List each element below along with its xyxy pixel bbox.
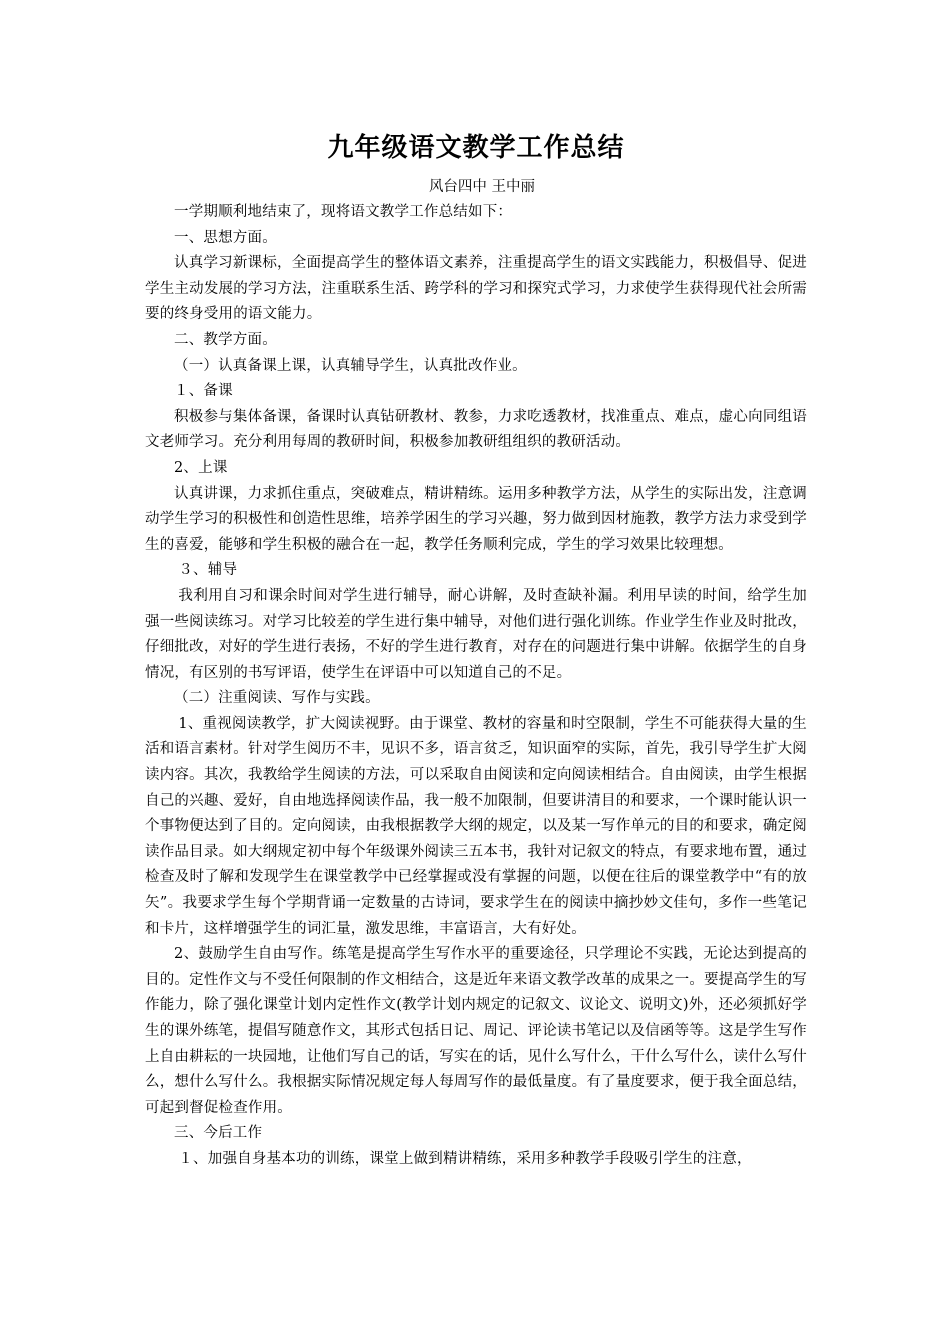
paragraph-writing: 2、鼓励学生自由写作。练笔是提高学生写作水平的重要途径，只学理论不实践，无论达到提高的目的。定性作文与不受任何限制的作文相结合，这是近年来语文教学改革的成果之一。要提高学生的写作能力，除了强化课堂计划内定性作文(教学计划内规定的记叙文、议论文、说明文)外，还必须抓好学生的课外练笔，提倡写随意作文，其形式包括日记、周记、评论读书笔记以及信函等等。这是学生写作上自由耕耘的一块园地，让他们写自己的话，写实在的话，见什么写什么，干什么写什么，读什么写什么，想什么写什么。我根据实际情况规定每人每周写作的最低量度。有了量度要求，便于我全面总结，可起到督促检查作用。	[145, 946, 807, 1116]
section-heading-future: 三、今后工作	[174, 1125, 263, 1142]
paragraph-tutor: 我利用自习和课余时间对学生进行辅导，耐心讲解，及时查缺补漏。利用早读的时间，给学生加强一些阅读练习。对学习比较差的学生进行集中辅导，对他们进行强化训练。作业学生作业及时批改，仔细批改，对好的学生进行表扬，不好的学生进行教育，对存在的问题进行集中讲解。依据学生的自身情况，有区别的书写评语，使学生在评语中可以知道自己的不足。	[145, 587, 807, 681]
paragraph-prepare: 积极参与集体备课，备课时认真钻研教材、教参，力求吃透教材，找准重点、难点，虚心向同组语文老师学习。充分利用每周的教研时间，积极参加教研组组织的教研活动。	[145, 408, 807, 451]
item-heading-lecture: 2、上课	[174, 459, 228, 476]
paragraph-reading: 1、重视阅读教学，扩大阅读视野。由于课堂、教材的容量和时空限制，学生不可能获得大量的生活和语言素材。针对学生阅历不丰，见识不多，语言贫乏，知识面窄的实际，首先，我引导学生扩大阅读内容。其次，我教给学生阅读的方法，可以采取自由阅读和定向阅读相结合。自由阅读，由学生根据自己的兴趣、爱好，自由地选择阅读作品，我一般不加限制，但要讲清目的和要求，一个课时能认识一个事物便达到了目的。定向阅读，由我根据教学大纲的规定，以及某一写作单元的目的和要求，确定阅读作品目录。如大纲规定初中每个年级课外阅读三五本书，我针对记叙文的特点，有要求地布置，通过检查及时了解和发现学生在课堂教学中已经掌握或没有掌握的问题，以便在往后的课堂教学中“有的放矢”。我要求学生每个学期背诵一定数量的古诗词，要求学生在的阅读中摘抄妙文佳句，多作一些笔记和卡片，这样增强学生的词汇量，激发思维，丰富语言，大有好处。	[145, 715, 807, 937]
paragraph-thought: 认真学习新课标，全面提高学生的整体语文素养，注重提高学生的语文实践能力，积极倡导、促进学生主动发展的学习方法，注重联系生活、跨学科的学习和探究式学习，力求使学生获得现代社会所需要的终身受用的语文能力。	[145, 255, 807, 323]
document-page	[145, 128, 807, 1173]
item-heading-tutor: ３、辅导	[178, 562, 238, 579]
item-heading-prepare: １、备课	[174, 383, 233, 400]
section-heading-thought: 一、思想方面。	[174, 229, 277, 246]
document-title: 九年级语文教学工作总结	[327, 133, 625, 163]
intro-paragraph: 一学期顺利地结束了，现将语文教学工作总结如下：	[174, 204, 513, 220]
document-author: 风台四中 王中丽	[428, 179, 536, 195]
subsection-heading-1: （一）认真备课上课，认真辅导学生，认真批改作业。	[174, 357, 527, 374]
paragraph-future-1: １、加强自身基本功的训练，课堂上做到精讲精练，采用多种教学手段吸引学生的注意，	[178, 1150, 752, 1167]
subsection-heading-2: （二）注重阅读、写作与实践。	[174, 690, 380, 707]
paragraph-lecture: 认真讲课，力求抓住重点，突破难点，精讲精练。运用多种教学方法，从学生的实际出发，注意调动学生学习的积极性和创造性思维，培养学困生的学习兴趣，努力做到因材施教，教学方法力求受到学生的喜爱，能够和学生积极的融合在一起，教学任务顺利完成，学生的学习效果比较理想。	[145, 485, 807, 553]
section-heading-teaching: 二、教学方面。	[174, 331, 277, 348]
